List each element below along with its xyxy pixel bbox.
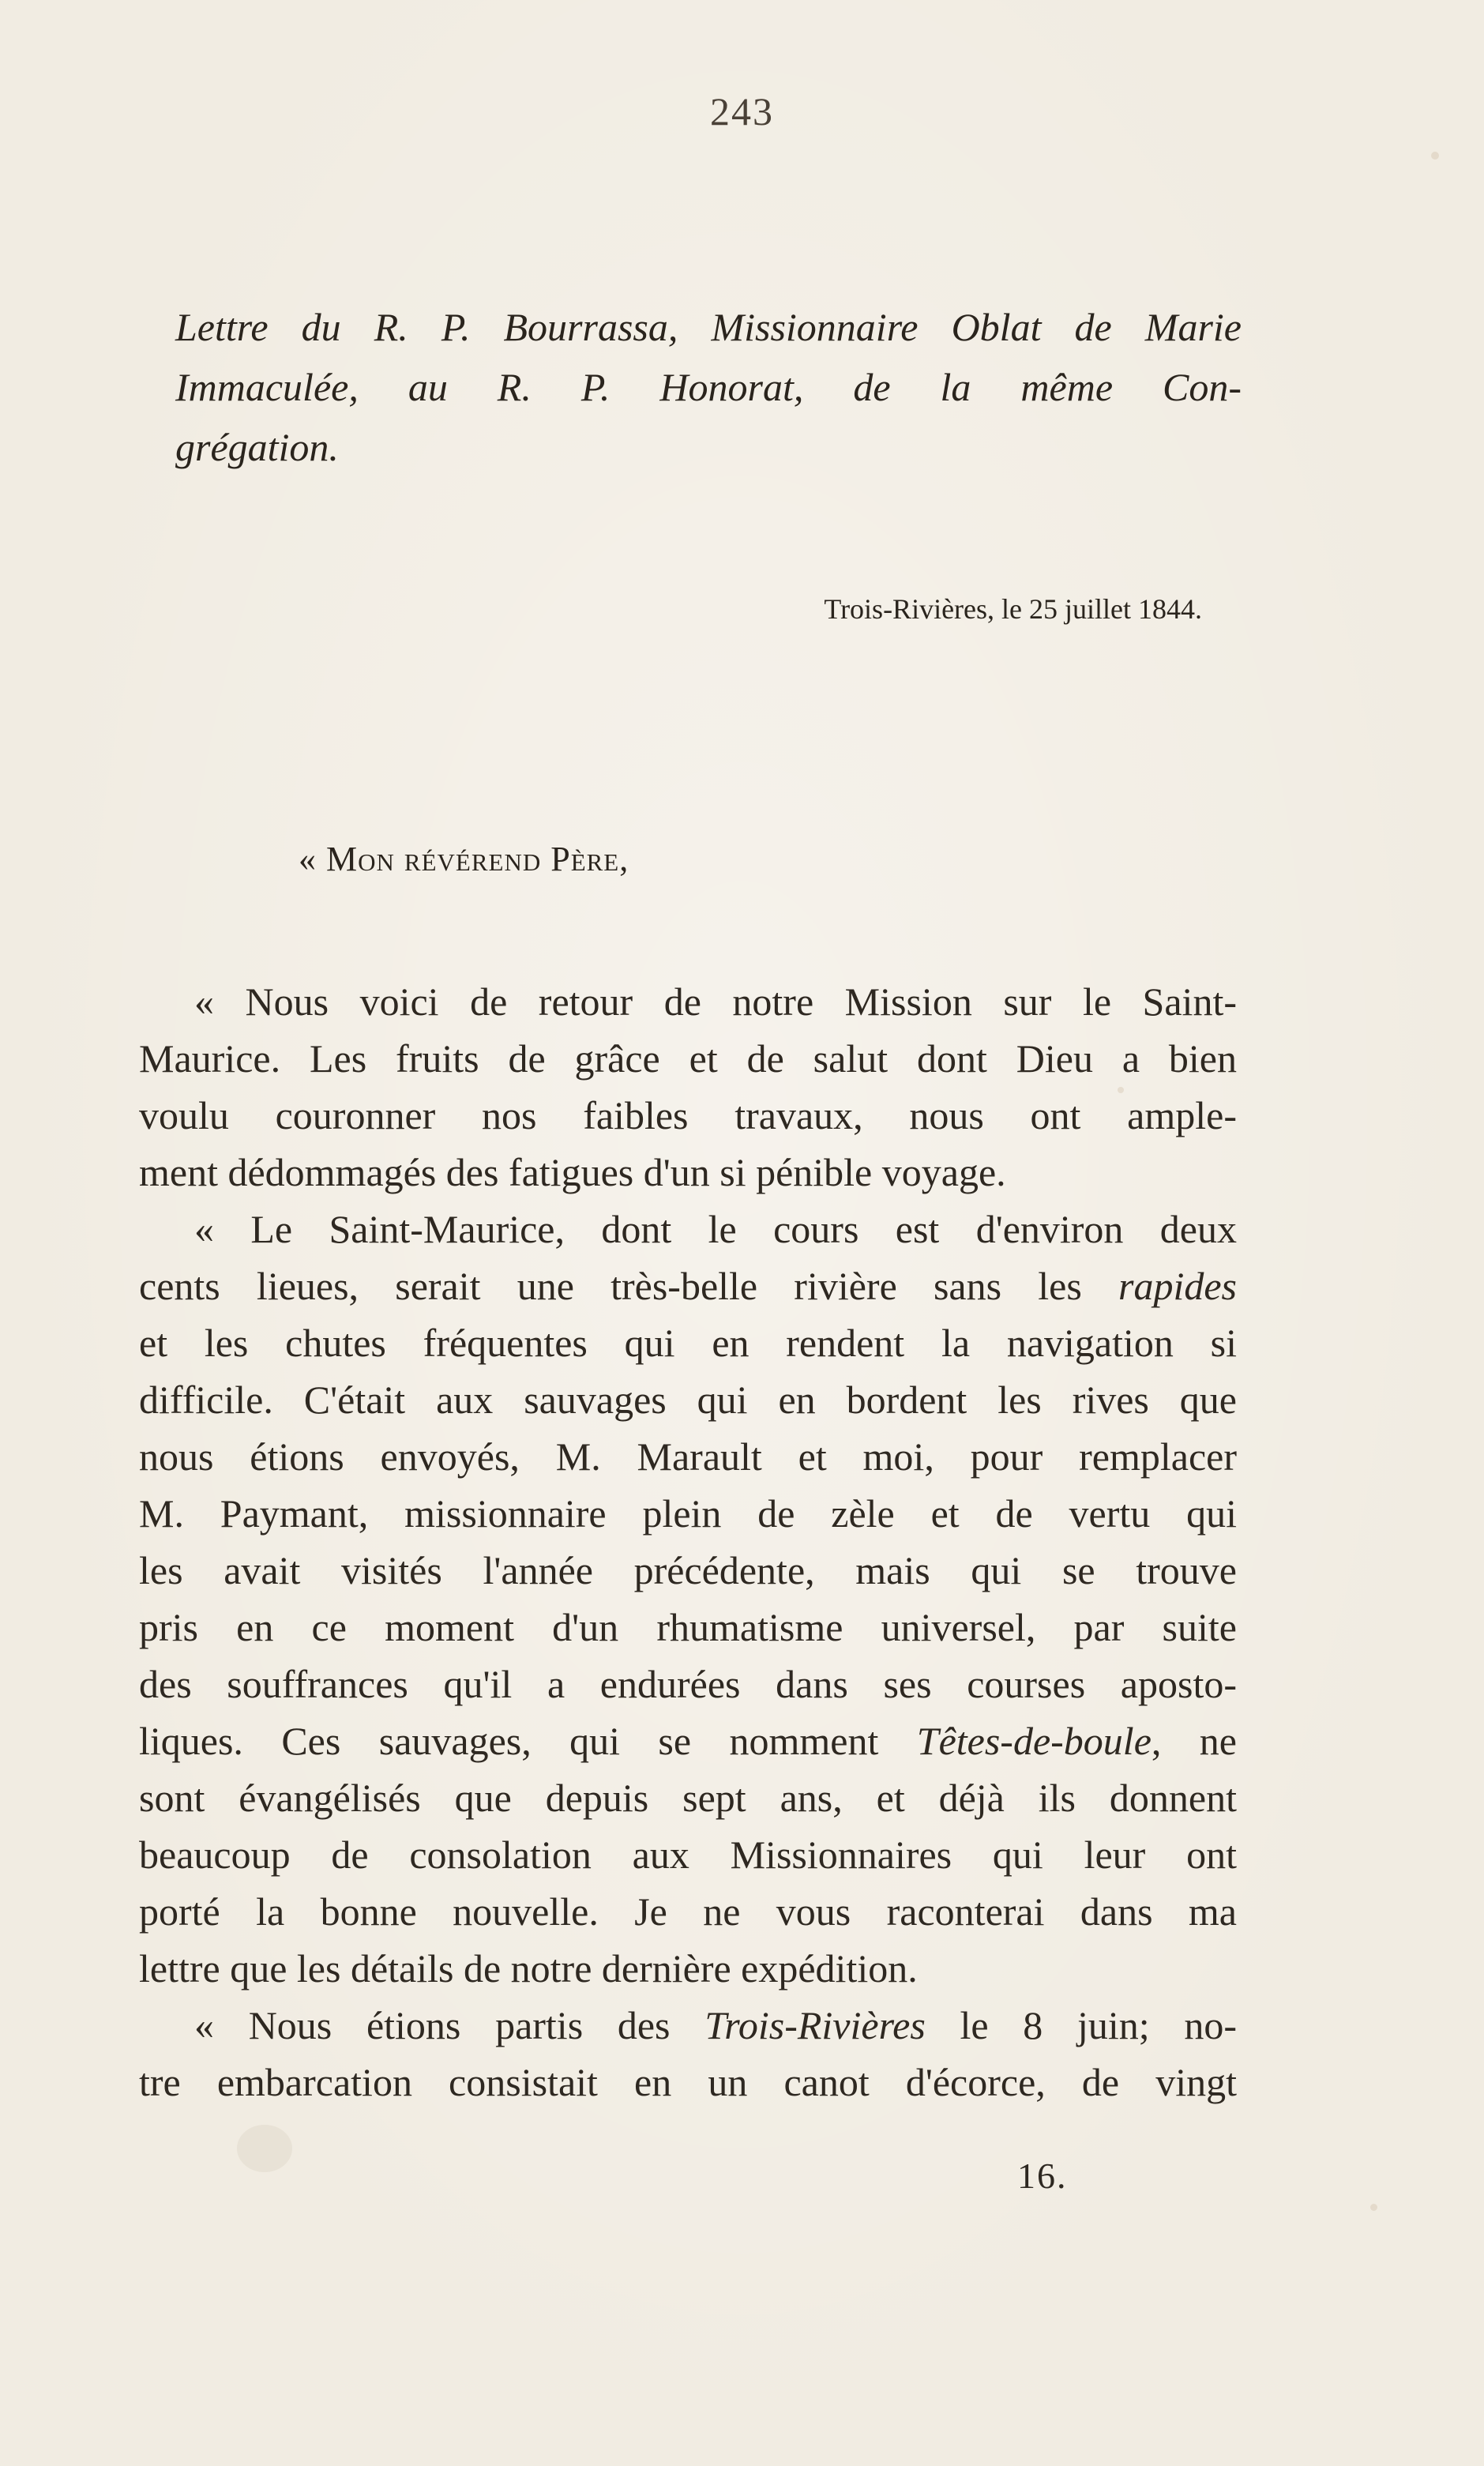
letter-body [139,973,1237,2111]
body-line: « Nous voici de retour de notre Mission sur le Saint- [194,979,1237,1024]
paper-spot [1370,2204,1377,2211]
body-line: porté la bonne nouvelle. Je ne vous raconterai dans ma [139,1889,1237,1934]
page-number: 243 [710,89,774,133]
heading-line: Lettre du R. P. Bourrassa, Missionnaire Oblat de Marie [175,305,1242,349]
body-line: beaucoup de consolation aux Missionnaires qui leur ont [139,1833,1237,1877]
body-line: M. Paymant, missionnaire plein de zèle et de vertu qui [139,1491,1237,1536]
body-line: les avait visités l'année précédente, mais qui se trouve [139,1548,1237,1592]
body-line: difficile. C'était aux sauvages qui en bordent les rives que [139,1378,1237,1422]
signature-mark: 16. [1017,2156,1068,2196]
body-line: sont évangélisés que depuis sept ans, et déjà ils donnent [139,1776,1237,1820]
heading-line: grégation. [175,425,339,469]
body-line: lettre que les détails de notre dernière expédition. [139,1946,918,1990]
letter-heading [175,297,1242,477]
body-line: voulu couronner nos faibles travaux, nous ont ample- [139,1093,1237,1137]
body-line: et les chutes fréquentes qui en rendent la navigation si [139,1321,1237,1365]
heading-line: Immaculée, au R. P. Honorat, de la même Con- [175,365,1242,409]
paper-spot [1431,152,1439,160]
paper-stain [237,2125,292,2172]
body-line: pris en ce moment d'un rhumatisme universel, par suite [139,1605,1237,1649]
salutation: « Mon révérend Père, [299,840,629,878]
body-line: nous étions envoyés, M. Marault et moi, pour remplacer [139,1434,1237,1479]
body-line: des souffrances qu'il a endurées dans ses courses aposto- [139,1662,1237,1706]
dateline: Trois-Rivières, le 25 juillet 1844. [824,593,1202,625]
body-line: « Nous étions partis des Trois-Rivières le 8 juin; no- [194,2003,1238,2047]
body-line: « Le Saint-Maurice, dont le cours est d'environ deux [194,1207,1237,1251]
body-line: ment dédommagés des fatigues d'un si pénible voyage. [139,1150,1006,1194]
body-line: Maurice. Les fruits de grâce et de salut dont Dieu a bien [139,1036,1237,1081]
body-line: tre embarcation consistait en un canot d'écorce, de vingt [139,2060,1237,2104]
body-line: cents lieues, serait une très-belle rivière sans les rapides [139,1264,1237,1308]
body-line: liques. Ces sauvages, qui se nomment Têtes-de-boule, ne [139,1719,1237,1763]
